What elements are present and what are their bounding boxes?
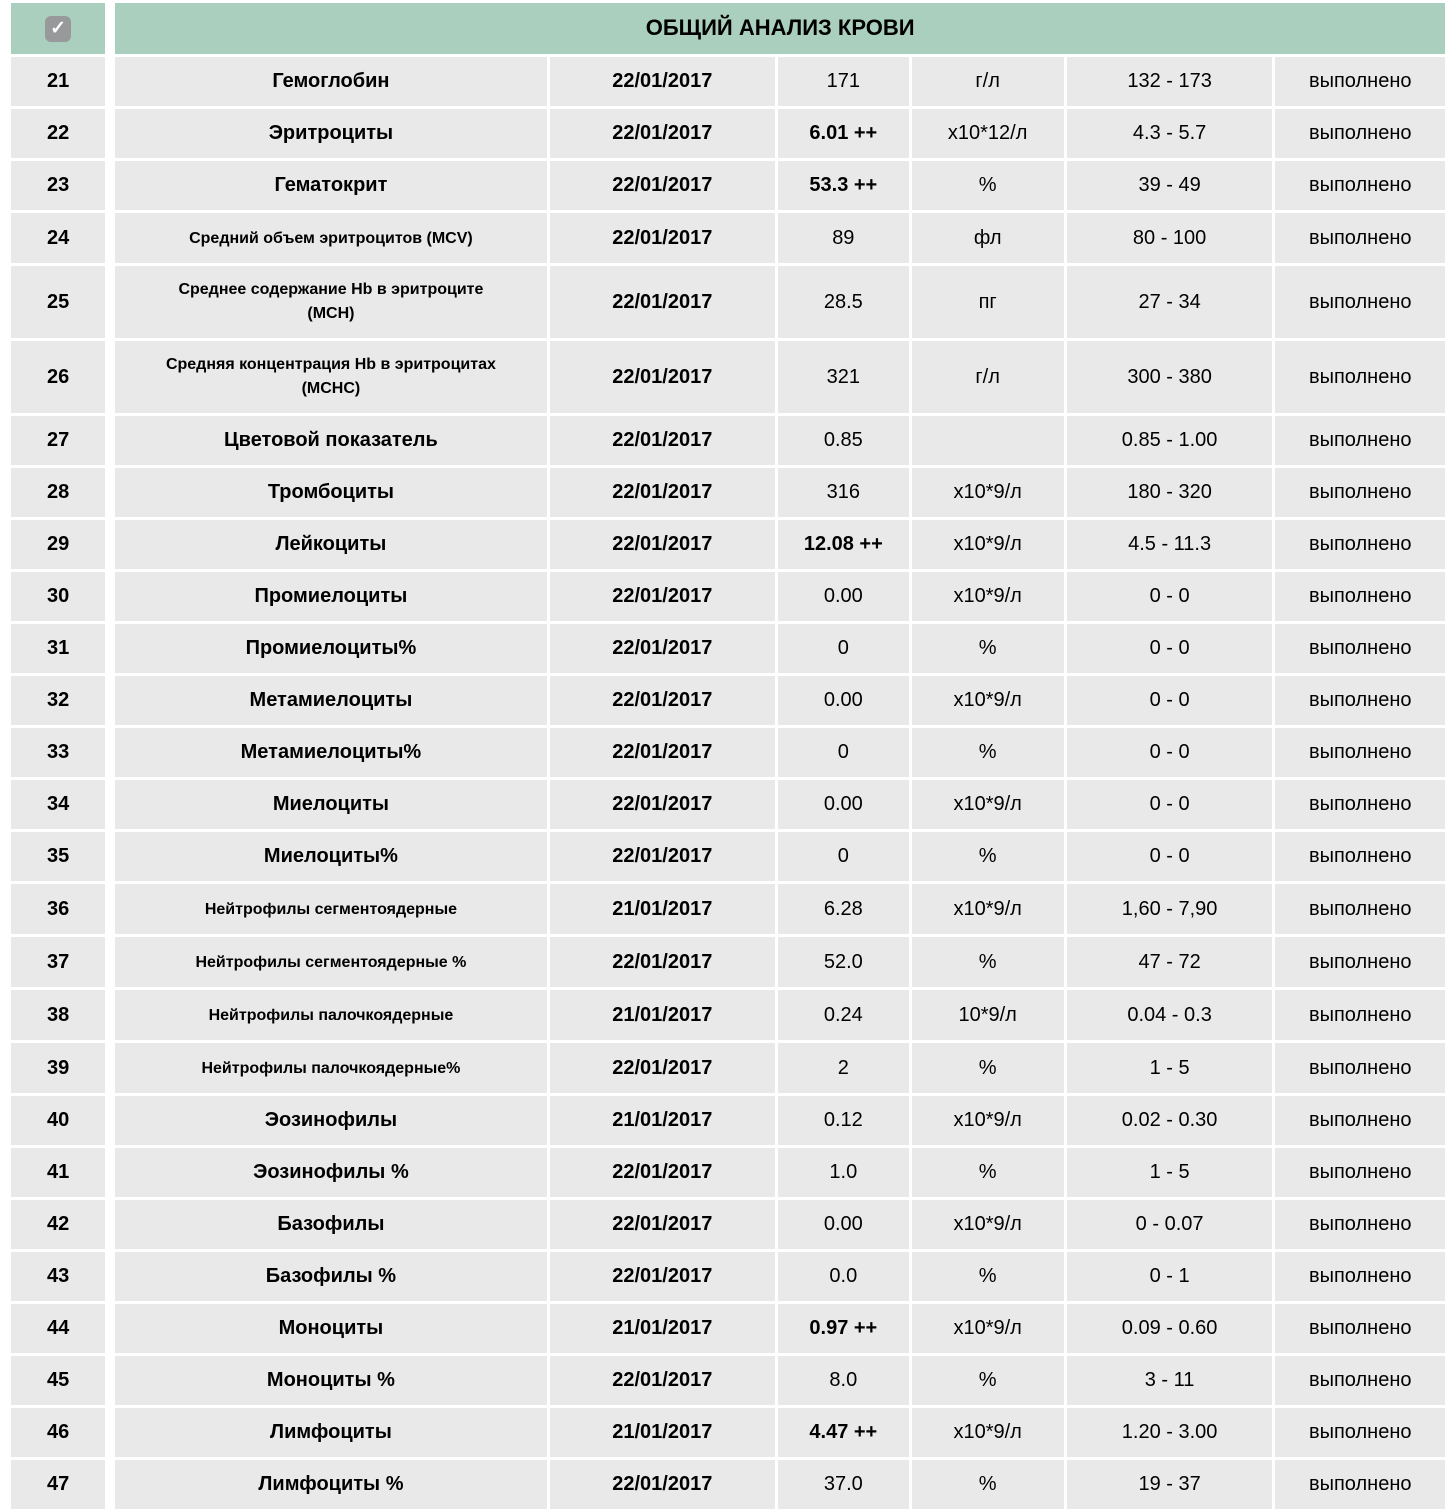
reference-range-cell: 0.02 - 0.30 xyxy=(1067,1096,1273,1145)
table-row[interactable] xyxy=(11,416,1445,465)
value-cell xyxy=(778,1148,909,1197)
value-text: 0 xyxy=(837,845,849,867)
status-cell: выполнено xyxy=(1275,572,1445,621)
status-cell: выполнено xyxy=(1275,266,1445,338)
test-name: Эозинофилы % xyxy=(253,1161,409,1183)
status-cell: выполнено xyxy=(1275,1043,1445,1093)
panel-title-cell xyxy=(115,3,1445,54)
reference-range-cell: 0 - 0 xyxy=(1067,624,1273,673)
test-name-cell xyxy=(115,1252,546,1301)
status-cell: выполнено xyxy=(1275,520,1445,569)
test-name-cell xyxy=(115,728,546,777)
table-row[interactable] xyxy=(11,990,1445,1040)
table-row[interactable] xyxy=(11,1356,1445,1405)
date-cell: 21/01/2017 xyxy=(550,884,775,934)
value-cell xyxy=(778,1252,909,1301)
value-cell xyxy=(778,884,909,934)
table-row[interactable] xyxy=(11,1148,1445,1197)
value-cell xyxy=(778,109,909,158)
test-name-cell xyxy=(115,884,546,934)
test-name-cell xyxy=(115,1043,546,1093)
unit-cell: % xyxy=(912,1148,1064,1197)
row-number-cell: 29 xyxy=(11,520,112,569)
date-cell: 21/01/2017 xyxy=(550,990,775,1040)
value-cell xyxy=(778,728,909,777)
table-row[interactable] xyxy=(11,1043,1445,1093)
test-name-cell xyxy=(115,161,546,210)
row-number-cell: 38 xyxy=(11,990,112,1040)
test-name-cell xyxy=(115,624,546,673)
row-number-cell: 32 xyxy=(11,676,112,725)
date-cell: 22/01/2017 xyxy=(550,937,775,987)
date-cell: 22/01/2017 xyxy=(550,780,775,829)
row-number-cell: 41 xyxy=(11,1148,112,1197)
table-row[interactable] xyxy=(11,676,1445,725)
panel-title: ОБЩИЙ АНАЛИЗ КРОВИ xyxy=(645,15,915,40)
test-name-cell xyxy=(115,676,546,725)
row-number-cell: 26 xyxy=(11,341,112,413)
value-text: 321 xyxy=(826,365,860,388)
reference-range-cell: 1,60 - 7,90 xyxy=(1067,884,1273,934)
test-name: Гематокрит xyxy=(274,174,388,196)
test-name-cell xyxy=(115,520,546,569)
value-cell xyxy=(778,624,909,673)
select-all-cell xyxy=(11,3,112,54)
table-row[interactable] xyxy=(11,109,1445,158)
status-cell: выполнено xyxy=(1275,1460,1445,1509)
row-number-cell: 39 xyxy=(11,1043,112,1093)
table-row[interactable] xyxy=(11,780,1445,829)
date-cell: 22/01/2017 xyxy=(550,676,775,725)
reference-range-cell: 0 - 0 xyxy=(1067,780,1273,829)
row-number-cell: 45 xyxy=(11,1356,112,1405)
reference-range-cell: 300 - 380 xyxy=(1067,341,1273,413)
test-name: Базофилы xyxy=(277,1213,385,1235)
test-name: Эозинофилы xyxy=(264,1109,398,1131)
test-name: Нейтрофилы палочкоядерные xyxy=(208,1007,454,1024)
row-number-cell: 47 xyxy=(11,1460,112,1509)
unit-cell: х10*9/л xyxy=(912,572,1064,621)
test-name: Среднее содержание Hb в эритроците (МСН) xyxy=(178,281,484,322)
unit-cell: х10*12/л xyxy=(912,109,1064,158)
reference-range-cell: 0.85 - 1.00 xyxy=(1067,416,1273,465)
reference-range-cell: 3 - 11 xyxy=(1067,1356,1273,1405)
table-row[interactable] xyxy=(11,213,1445,263)
unit-cell: г/л xyxy=(912,341,1064,413)
value-text: 0.97 ++ xyxy=(809,1317,878,1339)
table-row[interactable] xyxy=(11,57,1445,106)
reference-range-cell: 4.3 - 5.7 xyxy=(1067,109,1273,158)
unit-cell: х10*9/л xyxy=(912,1408,1064,1457)
unit-cell: % xyxy=(912,1356,1064,1405)
table-row[interactable] xyxy=(11,1408,1445,1457)
reference-range-cell: 1 - 5 xyxy=(1067,1043,1273,1093)
test-name: Базофилы % xyxy=(265,1265,397,1287)
value-cell xyxy=(778,1408,909,1457)
value-cell xyxy=(778,572,909,621)
table-row[interactable] xyxy=(11,884,1445,934)
row-number-cell: 44 xyxy=(11,1304,112,1353)
status-cell: выполнено xyxy=(1275,937,1445,987)
status-cell: выполнено xyxy=(1275,1096,1445,1145)
date-cell: 22/01/2017 xyxy=(550,213,775,263)
unit-cell: х10*9/л xyxy=(912,468,1064,517)
status-cell: выполнено xyxy=(1275,832,1445,881)
date-cell: 22/01/2017 xyxy=(550,468,775,517)
select-all-checkbox[interactable] xyxy=(45,16,71,42)
unit-cell: х10*9/л xyxy=(912,520,1064,569)
value-text: 1.0 xyxy=(829,1161,858,1183)
table-row[interactable] xyxy=(11,832,1445,881)
value-text: 6.28 xyxy=(823,897,863,920)
reference-range-cell: 0 - 0 xyxy=(1067,676,1273,725)
value-text: 28.5 xyxy=(823,290,863,313)
value-text: 12.08 ++ xyxy=(803,533,883,555)
value-cell xyxy=(778,780,909,829)
reference-range-cell: 132 - 173 xyxy=(1067,57,1273,106)
value-cell xyxy=(778,676,909,725)
unit-cell: 10*9/л xyxy=(912,990,1064,1040)
status-cell: выполнено xyxy=(1275,468,1445,517)
reference-range-cell: 4.5 - 11.3 xyxy=(1067,520,1273,569)
unit-cell: % xyxy=(912,832,1064,881)
value-text: 4.47 ++ xyxy=(809,1421,878,1443)
value-cell xyxy=(778,1460,909,1509)
row-number-cell: 23 xyxy=(11,161,112,210)
row-number-cell: 28 xyxy=(11,468,112,517)
test-name-cell xyxy=(115,1148,546,1197)
date-cell: 22/01/2017 xyxy=(550,1148,775,1197)
date-cell: 22/01/2017 xyxy=(550,624,775,673)
row-number-cell: 24 xyxy=(11,213,112,263)
status-cell: выполнено xyxy=(1275,161,1445,210)
table-row[interactable] xyxy=(11,161,1445,210)
date-cell: 22/01/2017 xyxy=(550,161,775,210)
row-number-cell: 21 xyxy=(11,57,112,106)
unit-cell: % xyxy=(912,161,1064,210)
row-number-cell: 36 xyxy=(11,884,112,934)
status-cell: выполнено xyxy=(1275,1148,1445,1197)
value-text: 0.00 xyxy=(823,585,863,607)
row-number-cell: 33 xyxy=(11,728,112,777)
value-text: 53.3 ++ xyxy=(809,174,878,196)
panel-header-row xyxy=(11,3,1445,54)
value-cell xyxy=(778,937,909,987)
date-cell: 22/01/2017 xyxy=(550,520,775,569)
unit-cell xyxy=(912,416,1064,465)
unit-cell: % xyxy=(912,624,1064,673)
status-cell: выполнено xyxy=(1275,109,1445,158)
test-name-cell xyxy=(115,937,546,987)
row-number-cell: 42 xyxy=(11,1200,112,1249)
unit-cell: х10*9/л xyxy=(912,676,1064,725)
value-text: 0.00 xyxy=(823,689,863,711)
unit-cell: х10*9/л xyxy=(912,884,1064,934)
date-cell: 22/01/2017 xyxy=(550,572,775,621)
reference-range-cell: 80 - 100 xyxy=(1067,213,1273,263)
date-cell: 21/01/2017 xyxy=(550,1408,775,1457)
value-cell xyxy=(778,468,909,517)
status-cell: выполнено xyxy=(1275,1252,1445,1301)
status-cell: выполнено xyxy=(1275,57,1445,106)
test-name-cell xyxy=(115,266,546,338)
value-text: 0.85 xyxy=(823,429,863,451)
test-name-cell xyxy=(115,1460,546,1509)
value-cell xyxy=(778,341,909,413)
table-row[interactable] xyxy=(11,728,1445,777)
test-name-cell xyxy=(115,416,546,465)
test-name: Эритроциты xyxy=(268,122,394,144)
row-number-cell: 46 xyxy=(11,1408,112,1457)
value-cell xyxy=(778,416,909,465)
test-name: Гемоглобин xyxy=(272,70,390,92)
value-cell xyxy=(778,161,909,210)
table-row[interactable] xyxy=(11,266,1445,338)
value-cell xyxy=(778,1096,909,1145)
reference-range-cell: 1.20 - 3.00 xyxy=(1067,1408,1273,1457)
status-cell: выполнено xyxy=(1275,990,1445,1040)
value-cell xyxy=(778,520,909,569)
table-row[interactable] xyxy=(11,1200,1445,1249)
test-name: Цветовой показатель xyxy=(224,429,438,451)
table-row[interactable] xyxy=(11,1460,1445,1509)
value-cell xyxy=(778,990,909,1040)
test-name: Нейтрофилы палочкоядерные% xyxy=(201,1060,461,1077)
value-text: 2 xyxy=(837,1056,849,1079)
value-text: 6.01 ++ xyxy=(809,122,878,144)
status-cell: выполнено xyxy=(1275,416,1445,465)
unit-cell: х10*9/л xyxy=(912,1096,1064,1145)
reference-range-cell: 0 - 0 xyxy=(1067,728,1273,777)
reference-range-cell: 39 - 49 xyxy=(1067,161,1273,210)
test-name-cell xyxy=(115,468,546,517)
reference-range-cell: 0 - 0 xyxy=(1067,572,1273,621)
value-text: 0 xyxy=(837,741,849,763)
value-cell xyxy=(778,1043,909,1093)
test-name-cell xyxy=(115,1200,546,1249)
status-cell: выполнено xyxy=(1275,1200,1445,1249)
unit-cell: % xyxy=(912,1043,1064,1093)
row-number-cell: 30 xyxy=(11,572,112,621)
unit-cell: % xyxy=(912,728,1064,777)
value-text: 0.00 xyxy=(823,793,863,815)
date-cell: 22/01/2017 xyxy=(550,728,775,777)
test-name: Тромбоциты xyxy=(267,481,395,503)
test-name: Лимфоциты xyxy=(270,1421,392,1443)
date-cell: 21/01/2017 xyxy=(550,1096,775,1145)
status-cell: выполнено xyxy=(1275,1356,1445,1405)
value-cell xyxy=(778,266,909,338)
value-text: 316 xyxy=(826,481,860,503)
test-name: Нейтрофилы сегментоядерные xyxy=(204,901,458,918)
test-name: Лейкоциты xyxy=(275,533,387,555)
row-number-cell: 37 xyxy=(11,937,112,987)
table-row[interactable] xyxy=(11,572,1445,621)
date-cell: 22/01/2017 xyxy=(550,266,775,338)
reference-range-cell: 0 - 0.07 xyxy=(1067,1200,1273,1249)
table-body xyxy=(11,57,1445,1509)
test-name-cell xyxy=(115,832,546,881)
row-number-cell: 31 xyxy=(11,624,112,673)
test-name: Средняя концентрация Hb в эритроцитах (МСНС) xyxy=(165,356,496,397)
date-cell: 22/01/2017 xyxy=(550,1460,775,1509)
table-row[interactable] xyxy=(11,341,1445,413)
test-name: Миелоциты% xyxy=(263,845,398,867)
reference-range-cell: 27 - 34 xyxy=(1067,266,1273,338)
date-cell: 22/01/2017 xyxy=(550,1200,775,1249)
date-cell: 22/01/2017 xyxy=(550,832,775,881)
value-text: 52.0 xyxy=(823,950,863,973)
row-number-cell: 27 xyxy=(11,416,112,465)
checkmark-icon: ✓ xyxy=(50,18,67,39)
unit-cell: х10*9/л xyxy=(912,1200,1064,1249)
table-row[interactable] xyxy=(11,1252,1445,1301)
date-cell: 22/01/2017 xyxy=(550,57,775,106)
status-cell: выполнено xyxy=(1275,884,1445,934)
test-name: Нейтрофилы сегментоядерные % xyxy=(195,954,467,971)
value-text: 37.0 xyxy=(823,1473,863,1495)
value-cell xyxy=(778,1200,909,1249)
test-name: Промиелоциты% xyxy=(245,637,417,659)
test-name-cell xyxy=(115,780,546,829)
unit-cell: фл xyxy=(912,213,1064,263)
status-cell: выполнено xyxy=(1275,1304,1445,1353)
row-number-cell: 22 xyxy=(11,109,112,158)
date-cell: 22/01/2017 xyxy=(550,1043,775,1093)
value-text: 171 xyxy=(826,70,860,92)
date-cell: 21/01/2017 xyxy=(550,1304,775,1353)
reference-range-cell: 47 - 72 xyxy=(1067,937,1273,987)
test-name-cell xyxy=(115,990,546,1040)
test-name-cell xyxy=(115,109,546,158)
value-cell xyxy=(778,57,909,106)
value-text: 89 xyxy=(832,226,855,249)
unit-cell: % xyxy=(912,937,1064,987)
status-cell: выполнено xyxy=(1275,1408,1445,1457)
row-number-cell: 35 xyxy=(11,832,112,881)
value-cell xyxy=(778,1356,909,1405)
test-name-cell xyxy=(115,1356,546,1405)
test-name: Моноциты % xyxy=(266,1369,395,1391)
test-name-cell xyxy=(115,57,546,106)
date-cell: 22/01/2017 xyxy=(550,341,775,413)
value-cell xyxy=(778,832,909,881)
value-text: 0.12 xyxy=(823,1109,863,1131)
lab-results-table xyxy=(8,0,1448,1512)
test-name-cell xyxy=(115,1304,546,1353)
test-name: Промиелоциты xyxy=(254,585,408,607)
unit-cell: пг xyxy=(912,266,1064,338)
reference-range-cell: 1 - 5 xyxy=(1067,1148,1273,1197)
table-row[interactable] xyxy=(11,468,1445,517)
test-name-cell xyxy=(115,341,546,413)
reference-range-cell: 19 - 37 xyxy=(1067,1460,1273,1509)
test-name-cell xyxy=(115,1408,546,1457)
table-row[interactable] xyxy=(11,1304,1445,1353)
row-number-cell: 25 xyxy=(11,266,112,338)
test-name: Моноциты xyxy=(278,1317,384,1339)
row-number-cell: 34 xyxy=(11,780,112,829)
value-cell xyxy=(778,1304,909,1353)
test-name: Метамиелоциты xyxy=(249,689,413,711)
value-text: 8.0 xyxy=(829,1369,858,1391)
table-row[interactable] xyxy=(11,520,1445,569)
reference-range-cell: 0.09 - 0.60 xyxy=(1067,1304,1273,1353)
test-name: Метамиелоциты% xyxy=(240,741,422,763)
status-cell: выполнено xyxy=(1275,624,1445,673)
date-cell: 22/01/2017 xyxy=(550,1252,775,1301)
reference-range-cell: 0 - 0 xyxy=(1067,832,1273,881)
unit-cell: % xyxy=(912,1252,1064,1301)
test-name-cell xyxy=(115,572,546,621)
table-row[interactable] xyxy=(11,937,1445,987)
value-text: 0.24 xyxy=(823,1003,863,1026)
unit-cell: х10*9/л xyxy=(912,780,1064,829)
table-row[interactable] xyxy=(11,1096,1445,1145)
table-row[interactable] xyxy=(11,624,1445,673)
value-cell xyxy=(778,213,909,263)
value-text: 0.0 xyxy=(829,1265,858,1287)
reference-range-cell: 180 - 320 xyxy=(1067,468,1273,517)
test-name-cell xyxy=(115,1096,546,1145)
test-name: Лимфоциты % xyxy=(258,1473,404,1495)
unit-cell: х10*9/л xyxy=(912,1304,1064,1353)
unit-cell: г/л xyxy=(912,57,1064,106)
date-cell: 22/01/2017 xyxy=(550,416,775,465)
status-cell: выполнено xyxy=(1275,780,1445,829)
unit-cell: % xyxy=(912,1460,1064,1509)
date-cell: 22/01/2017 xyxy=(550,1356,775,1405)
date-cell: 22/01/2017 xyxy=(550,109,775,158)
test-name-cell xyxy=(115,213,546,263)
row-number-cell: 43 xyxy=(11,1252,112,1301)
value-text: 0.00 xyxy=(823,1213,863,1235)
status-cell: выполнено xyxy=(1275,728,1445,777)
value-text: 0 xyxy=(837,637,849,659)
reference-range-cell: 0 - 1 xyxy=(1067,1252,1273,1301)
status-cell: выполнено xyxy=(1275,676,1445,725)
row-number-cell: 40 xyxy=(11,1096,112,1145)
status-cell: выполнено xyxy=(1275,341,1445,413)
test-name: Миелоциты xyxy=(272,793,390,815)
reference-range-cell: 0.04 - 0.3 xyxy=(1067,990,1273,1040)
test-name: Средний объем эритроцитов (MCV) xyxy=(189,230,473,247)
status-cell: выполнено xyxy=(1275,213,1445,263)
